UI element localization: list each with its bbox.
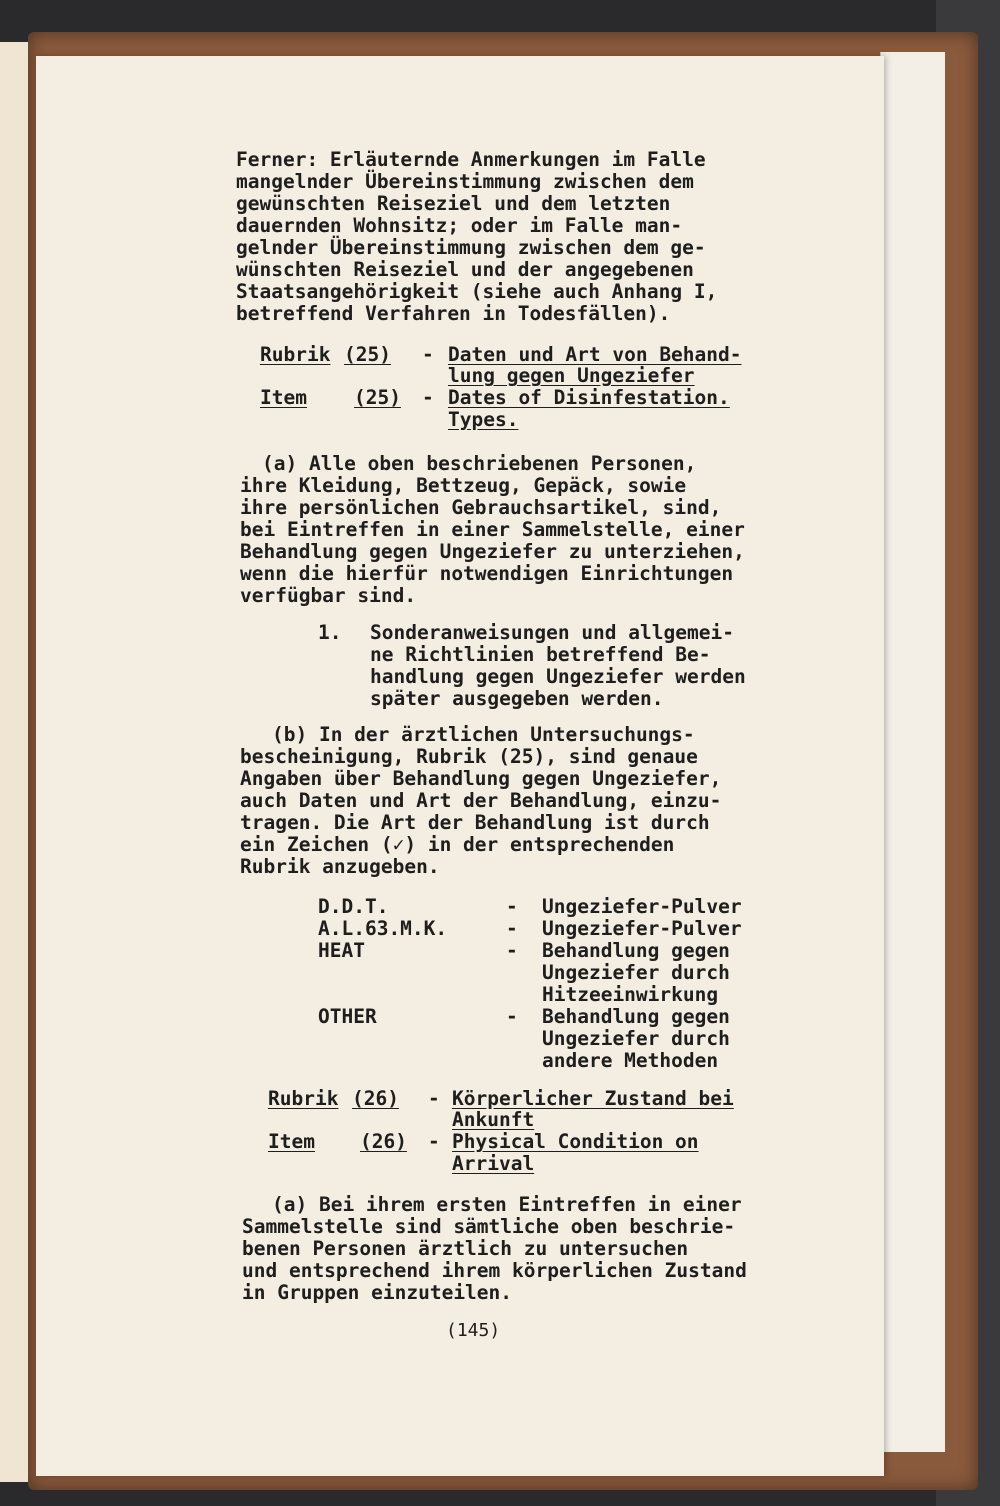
rubrik-25-title: Daten und Art von Behand- — [448, 343, 742, 366]
document-page — [36, 56, 884, 1476]
para-25b-line: Rubrik anzugeben. — [240, 855, 440, 878]
para-25b-line: auch Daten und Art der Behandlung, einzu- — [240, 789, 722, 812]
treatment-desc: Ungeziefer durch — [542, 1027, 730, 1050]
para-25a-line: (a) Alle oben beschriebenen Personen, — [262, 452, 697, 475]
treatment-desc: Ungeziefer durch — [542, 961, 730, 984]
point-1-number: 1. — [318, 621, 342, 644]
treatment-dash: - — [506, 939, 518, 962]
item-25-title: Dates of Disinfestation. — [448, 386, 730, 409]
treatment-desc: Ungeziefer-Pulver — [542, 895, 742, 918]
intro-line: Staatsangehörigkeit (siehe auch Anhang I, — [236, 280, 718, 303]
point-1-line: handlung gegen Ungeziefer werden — [370, 665, 746, 688]
rubrik-26-label: Rubrik — [268, 1087, 339, 1110]
intro-line: dauernden Wohnsitz; oder im Falle man- — [236, 214, 683, 237]
para-26a-line: (a) Bei ihrem ersten Eintreffen in einer — [272, 1193, 742, 1216]
intro-line: gelnder Übereinstimmung zwischen dem ge- — [236, 236, 706, 259]
para-25a-line: Behandlung gegen Ungeziefer zu unterziehen, — [240, 540, 745, 563]
treatment-desc: Ungeziefer-Pulver — [542, 917, 742, 940]
para-26a-line: Sammelstelle sind sämtliche oben beschrie- — [242, 1215, 736, 1238]
treatment-dash: - — [506, 917, 518, 940]
item-25-dash: - — [422, 386, 434, 409]
treatment-desc: Behandlung gegen — [542, 1005, 730, 1028]
item-25-number: (25) — [354, 386, 401, 409]
point-1-line: später ausgegeben werden. — [370, 687, 664, 710]
treatment-desc: Behandlung gegen — [542, 939, 730, 962]
treatment-dash: - — [506, 1005, 518, 1028]
rubrik-25-dash: - — [422, 343, 434, 366]
treatment-dash: - — [506, 895, 518, 918]
item-26-number: (26) — [360, 1130, 407, 1153]
para-25b-line: bescheinigung, Rubrik (25), sind genaue — [240, 745, 698, 768]
para-26a-line: in Gruppen einzuteilen. — [242, 1281, 513, 1304]
page-number: (145) — [446, 1320, 501, 1341]
treatment-code: D.D.T. — [318, 895, 389, 918]
para-25a-line: ihre Kleidung, Bettzeug, Gepäck, sowie — [240, 474, 687, 497]
rubrik-26-title: Körperlicher Zustand bei — [452, 1087, 734, 1110]
rubrik-26-dash: - — [428, 1087, 440, 1110]
item-26-dash: - — [428, 1130, 440, 1153]
treatment-code: A.L.63.M.K. — [318, 917, 448, 940]
para-25a-line: verfügbar sind. — [240, 584, 417, 607]
rubrik-26-title-cont: Ankunft — [452, 1108, 535, 1131]
rubrik-25-title-cont: lung gegen Ungeziefer — [448, 364, 695, 387]
item-25-label: Item — [260, 386, 307, 409]
treatment-desc: Hitzeeinwirkung — [542, 983, 719, 1006]
treatment-desc: andere Methoden — [542, 1049, 719, 1072]
para-25b-line: (b) In der ärztlichen Untersuchungs- — [272, 723, 695, 746]
treatment-code: OTHER — [318, 1005, 377, 1028]
rubrik-25-label: Rubrik — [260, 343, 331, 366]
para-26a-line: und entsprechend ihrem körperlichen Zustand — [242, 1259, 747, 1282]
intro-line: Ferner: Erläuternde Anmerkungen im Falle — [236, 148, 706, 171]
page-content — [36, 56, 884, 1476]
intro-line: gewünschten Reiseziel und dem letzten — [236, 192, 671, 215]
para-26a-line: benen Personen ärztlich zu untersuchen — [242, 1237, 689, 1260]
intro-line: mangelnder Übereinstimmung zwischen dem — [236, 170, 694, 193]
para-25b-line: ein Zeichen (✓) in der entsprechenden — [240, 833, 675, 856]
rubrik-26-number: (26) — [352, 1087, 399, 1110]
para-25a-line: ihre persönlichen Gebrauchsartikel, sind, — [240, 496, 722, 519]
back-page-edge — [880, 52, 945, 1452]
item-26-title: Physical Condition on — [452, 1130, 699, 1153]
rubrik-25-number: (25) — [344, 343, 391, 366]
para-25a-line: bei Eintreffen in einer Sammelstelle, einer — [240, 518, 745, 541]
treatment-code: HEAT — [318, 939, 365, 962]
item-25-title-cont: Types. — [448, 408, 519, 431]
intro-line: betreffend Verfahren in Todesfällen). — [236, 302, 671, 325]
item-26-label: Item — [268, 1130, 315, 1153]
para-25a-line: wenn die hierfür notwendigen Einrichtungen — [240, 562, 734, 585]
point-1-line: Sonderanweisungen und allgemei- — [370, 621, 734, 644]
item-26-title-cont: Arrival — [452, 1152, 535, 1175]
para-25b-line: tragen. Die Art der Behandlung ist durch — [240, 811, 710, 834]
intro-line: wünschten Reiseziel und der angegebenen — [236, 258, 694, 281]
point-1-line: ne Richtlinien betreffend Be- — [370, 643, 711, 666]
para-25b-line: Angaben über Behandlung gegen Ungeziefer, — [240, 767, 722, 790]
